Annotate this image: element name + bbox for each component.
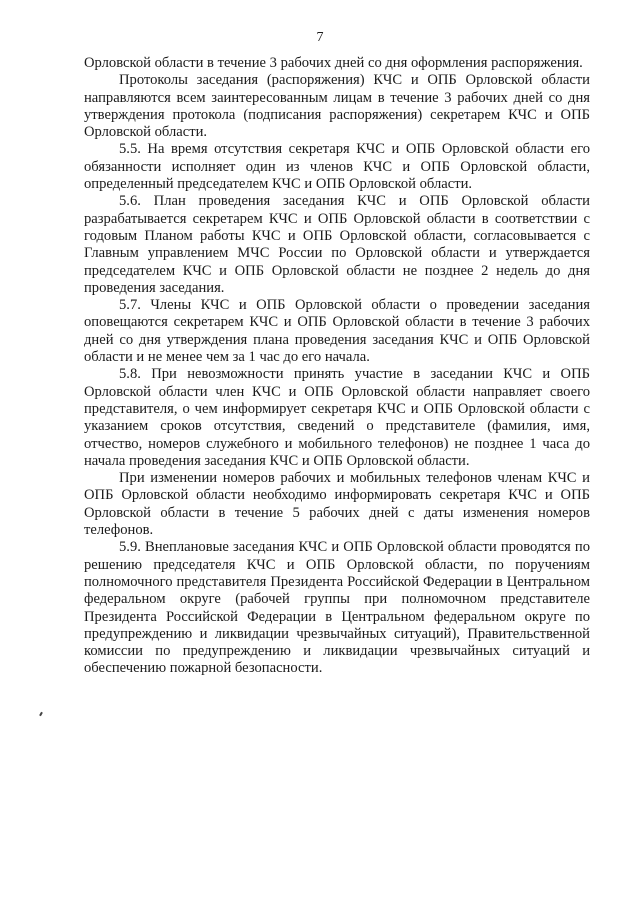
paragraph-5-7: 5.7. Члены КЧС и ОПБ Орловской области о проведении заседания оповещаются секретарем КЧС и ОПБ Орловской области в течение 3 рабочих дней со дня утверждения плана проведения заседания КЧС и ОПБ Орловской области и не менее чем за 1 час до его начала.: [84, 297, 590, 366]
paragraph-phone-changes: При изменении номеров рабочих и мобильных телефонов членам КЧС и ОПБ Орловской области необходимо информировать секретаря КЧС и ОПБ Орловской области в течение 5 рабочих дней с даты изменения номеров телефонов.: [84, 470, 590, 539]
paragraph-5-6: 5.6. План проведения заседания КЧС и ОПБ Орловской области разрабатывается секретарем КЧС и ОПБ Орловской области в соответствии с годовым Планом работы КЧС и ОПБ Орловской области, согласовывается с Главным управлением МЧС России по Орловской области и утверждается председателем КЧС и ОПБ Орловской области не позднее 2 недель до дня проведения заседания.: [84, 193, 590, 296]
paragraph-5-8: 5.8. При невозможности принять участие в заседании КЧС и ОПБ Орловской области член КЧС и ОПБ Орловской области направляет своего представителя, о чем информирует секретаря КЧС и ОПБ Орловской области с указанием сроков отсутствия, сведений о представителе (фамилия, имя, отчество, номеров служебного и мобильного телефонов) не позднее 1 часа до начала проведения заседания КЧС и ОПБ Орловской области.: [84, 366, 590, 469]
paragraph-protocols: Протоколы заседания (распоряжения) КЧС и ОПБ Орловской области направляются всем заинтересованным лицам в течение 3 рабочих дней со дня утверждения протокола (подписания распоряжения) секретарем КЧС и ОПБ Орловской области.: [84, 72, 590, 141]
page-number: 7: [316, 30, 324, 45]
paragraph-5-5: 5.5. На время отсутствия секретаря КЧС и ОПБ Орловской области его обязанности исполняет один из членов КЧС и ОПБ Орловской области, определенный председателем КЧС и ОПБ Орловской области.: [84, 141, 590, 193]
paragraph-continuation: Орловской области в течение 3 рабочих дней со дня оформления распоряжения.: [84, 55, 583, 71]
document-body: [84, 55, 590, 678]
scan-speck: [39, 712, 43, 716]
paragraph-5-9: 5.9. Внеплановые заседания КЧС и ОПБ Орловской области проводятся по решению председателя КЧС и ОПБ Орловской области, по поручениям полномочного представителя Президента Российской Федерации в Центральном федеральном округе (рабочей группы при полномочном представителе Президента Российской Федерации в Центральном федеральном округе по предупреждению и ликвидации чрезвычайных ситуаций), Правительственной комиссии по предупреждению и ликвидации чрезвычайных ситуаций и обеспечению пожарной безопасности.: [84, 539, 590, 677]
